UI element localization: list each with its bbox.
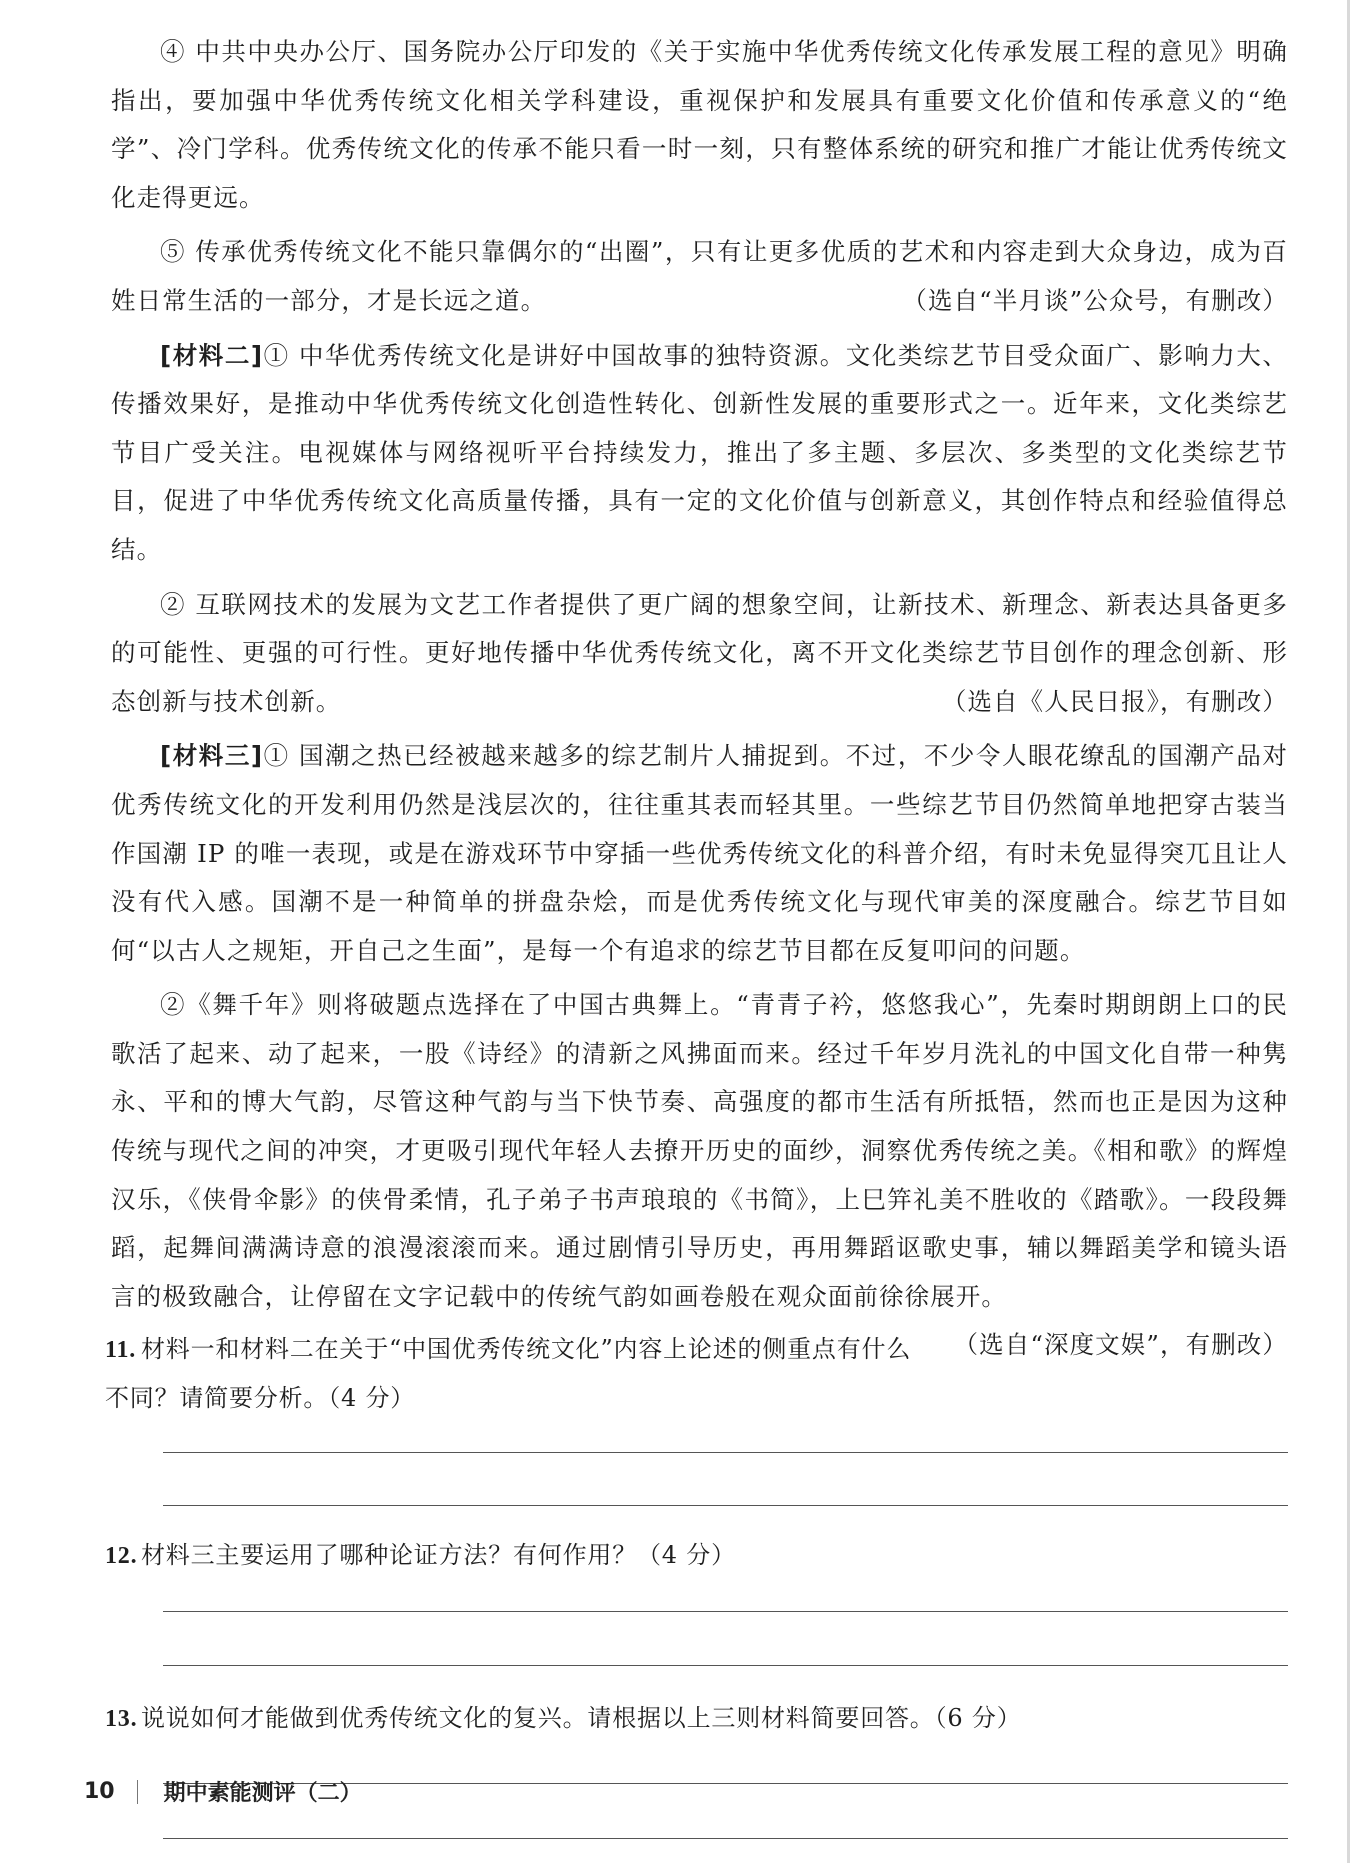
page-number: 10 xyxy=(84,1779,115,1804)
footer-divider xyxy=(137,1780,138,1804)
answer-line[interactable] xyxy=(163,1505,1288,1506)
section-title: 期中素能测评（二） xyxy=(163,1781,362,1806)
material3-paragraph-1-text: ① 国潮之热已经被越来越多的综艺制片人捕捉到。不过，不少令人眼花缭乱的国潮产品对优秀传统文化的开发利用仍然是浅层次的，往往重其表而轻其里。一些综艺节目仍然简单地把穿古装当作国潮 IP 的唯一表现，或是在游戏环节中穿插一些优秀传统文化的科普介绍，有时未免显得突兀且让人没有代入感。国潮不是一种简单的拼盘杂烩，而是优秀传统文化与现代审美的深度融合。综艺节目如何“以古人之规矩，开自己之生面”，是每一个有追求的综艺节目都在反复叩问的问题。 xyxy=(111,741,1288,965)
question-13 xyxy=(105,1694,1288,1839)
answer-line[interactable] xyxy=(163,1452,1288,1453)
material2-paragraph-2-text: ② 互联网技术的发展为文艺工作者提供了更广阔的想象空间，让新技术、新理念、新表达具备更多的可能性、更强的可行性。更好地传播中华优秀传统文化，离不开文化类综艺节目创作的理念创新、形态创新与技术创新。 xyxy=(111,589,1288,716)
material3-source: （选自“深度文娱”，有删改） xyxy=(953,1330,1288,1360)
material2-paragraph-1 xyxy=(111,332,1288,575)
page-content xyxy=(105,28,1288,1839)
material1-paragraph-4: ④ 中共中央办公厅、国务院办公厅印发的《关于实施中华优秀传统文化传承发展工程的意见》明确指出，要加强中华优秀传统文化相关学科建设，重视保护和发展具有重要文化价值和传承意义的“绝学”、冷门学科。优秀传统文化的传承不能只看一时一刻，只有整体系统的研究和推广才能让优秀传统文化走得更远。 xyxy=(111,37,1288,212)
question-12 xyxy=(105,1531,1288,1666)
question-12-number: 12. xyxy=(105,1543,138,1570)
question-12-prompt xyxy=(105,1531,1288,1580)
material1-paragraph-5-text: ⑤ 传承优秀传统文化不能只靠偶尔的“出圈”，只有让更多优质的艺术和内容走到大众身边，成为百姓日常生活的一部分，才是长远之道。 xyxy=(111,237,1288,315)
material3-label: [材料三] xyxy=(160,741,264,771)
answer-line[interactable] xyxy=(163,1665,1288,1666)
question-13-number: 13. xyxy=(105,1706,138,1733)
material2-paragraph-1-text: ① 中华优秀传统文化是讲好中国故事的独特资源。文化类综艺节目受众面广、影响力大、传播效果好，是推动中华优秀传统文化创造性转化、创新性发展的重要形式之一。近年来，文化类综艺节目广受关注。电视媒体与网络视听平台持续发力，推出了多主题、多层次、多类型的文化类综艺节目，促进了中华优秀传统文化高质量传播，具有一定的文化价值与创新意义，其创作特点和经验值得总结。 xyxy=(111,340,1288,564)
page-footer xyxy=(84,1776,362,1807)
material2-paragraph-2 xyxy=(111,581,1288,727)
material1-paragraph-5 xyxy=(111,228,1288,325)
material1-source: （选自“半月谈”公众号，有删改） xyxy=(902,285,1288,315)
answer-line[interactable] xyxy=(163,1838,1288,1839)
answer-line[interactable] xyxy=(163,1611,1288,1612)
material2-source: （选自《人民日报》，有删改） xyxy=(941,686,1288,716)
material3-paragraph-2-text: ②《舞千年》则将破题点选择在了中国古典舞上。“青青子衿，悠悠我心”，先秦时期朗朗上口的民歌活了起来、动了起来，一股《诗经》的清新之风拂面而来。经过千年岁月洗礼的中国文化自带一种隽永、平和的博大气韵，尽管这种气韵与当下快节奏、高强度的都市生活有所抵牾，然而也正是因为这种传统与现代之间的冲突，才更吸引现代年轻人去撩开历史的面纱，洞察优秀传统之美。《相和歌》的辉煌汉乐，《侠骨伞影》的侠骨柔情，孔子弟子书声琅琅的《书简》，上巳笄礼美不胜收的《踏歌》。一段段舞蹈，起舞间满满诗意的浪漫滚滚而来。通过剧情引导历史，再用舞蹈讴歌史事，辅以舞蹈美学和镜头语言的极致融合，让停留在文字记载中的传统气韵如画卷般在观众面前徐徐展开。 xyxy=(111,990,1288,1311)
material3-paragraph-1 xyxy=(111,732,1288,975)
question-13-prompt xyxy=(105,1694,1288,1743)
question-13-text: 说说如何才能做到优秀传统文化的复兴。请根据以上三则材料简要回答。（6 分） xyxy=(141,1704,1022,1733)
question-12-text: 材料三主要运用了哪种论证方法？有何作用？（4 分） xyxy=(141,1541,736,1570)
question-11-number: 11. xyxy=(105,1337,137,1364)
question-11-text: 材料一和材料二在关于“中国优秀传统文化”内容上论述的侧重点有什么不同？请简要分析。（4 分） xyxy=(105,1335,912,1413)
material2-label: [材料二] xyxy=(160,340,264,370)
